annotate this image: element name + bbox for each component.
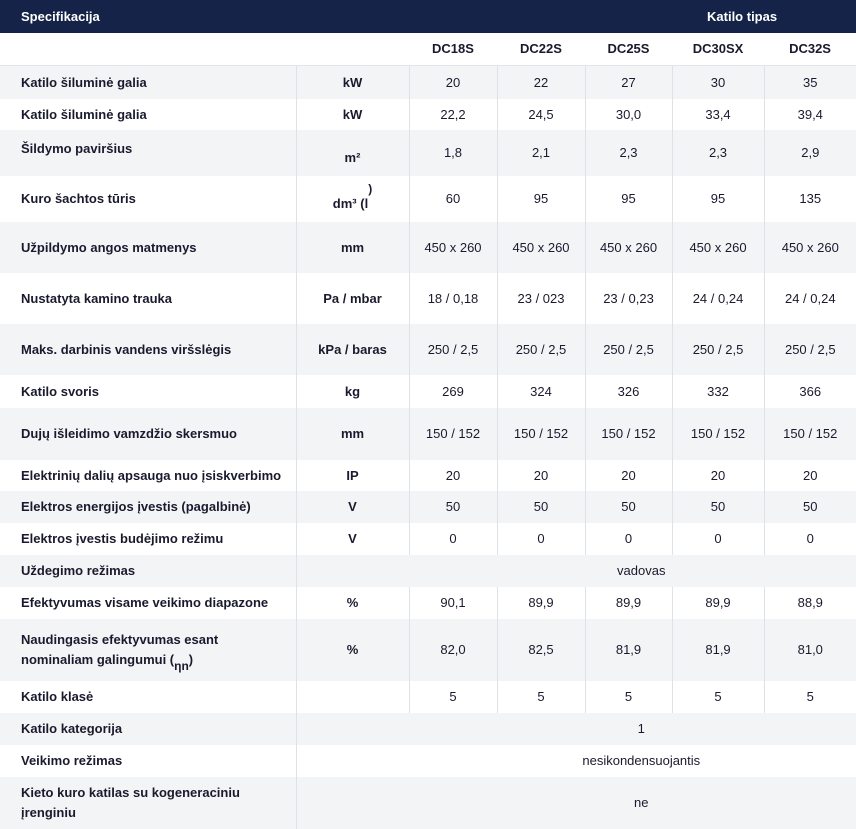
row-unit: kPa / baras xyxy=(296,324,409,375)
table-row xyxy=(0,681,856,713)
cell-value: 89,9 xyxy=(672,587,764,619)
header-empty-unit xyxy=(296,33,409,66)
cell-value: 150 / 152 xyxy=(409,408,497,460)
cell-value: 24,5 xyxy=(497,99,585,130)
row-unit: kg xyxy=(296,375,409,408)
cell-value: 326 xyxy=(585,375,672,408)
table-row xyxy=(0,555,856,587)
row-unit-text: m² xyxy=(344,150,361,165)
cell-span-text: 1 xyxy=(637,721,645,736)
header-empty-label xyxy=(0,33,296,66)
cell-value: 20 xyxy=(497,460,585,491)
table-row xyxy=(0,176,856,222)
spec-header: Specifikacija xyxy=(0,0,672,33)
cell-value: 5 xyxy=(672,681,764,713)
cell-value: 1,8 xyxy=(409,130,497,176)
table-row xyxy=(0,491,856,523)
cell-value: 150 / 152 xyxy=(672,408,764,460)
table-row xyxy=(0,375,856,408)
row-unit: kW xyxy=(296,66,409,100)
cell-value: 0 xyxy=(497,523,585,555)
cell-value: 20 xyxy=(409,460,497,491)
cell-value: 95 xyxy=(672,176,764,222)
cell-value: 22 xyxy=(497,66,585,100)
cell-value: 50 xyxy=(764,491,856,523)
cell-value: 35 xyxy=(764,66,856,100)
row-unit xyxy=(296,130,409,176)
cell-span-text: ne xyxy=(634,795,649,810)
cell-value: 23 / 0,23 xyxy=(585,273,672,324)
row-unit xyxy=(296,176,409,222)
table-row xyxy=(0,222,856,273)
cell-value: 30,0 xyxy=(585,99,672,130)
cell-value: 27 xyxy=(585,66,672,100)
cell-value: 150 / 152 xyxy=(497,408,585,460)
cell-value: 250 / 2,5 xyxy=(497,324,585,375)
cell-value: 24 / 0,24 xyxy=(764,273,856,324)
cell-value: 450 x 260 xyxy=(409,222,497,273)
row-label: Užpildymo angos matmenys xyxy=(0,222,296,273)
cell-value: 5 xyxy=(585,681,672,713)
cell-value: 50 xyxy=(585,491,672,523)
row-label: Kieto kuro katilas su kogeneraciniu įrenginiu xyxy=(0,777,296,829)
table-row xyxy=(0,745,856,777)
table-row xyxy=(0,587,856,619)
cell-value: 250 / 2,5 xyxy=(764,324,856,375)
row-label: Katilo šiluminė galia xyxy=(0,99,296,130)
row-unit: % xyxy=(296,587,409,619)
cell-value: 95 xyxy=(585,176,672,222)
cell-value: 89,9 xyxy=(497,587,585,619)
cell-value: 33,4 xyxy=(672,99,764,130)
row-label-text: Naudingasis efektyvumas esant nominaliam galingumui ( xyxy=(21,632,219,667)
cell-value: 88,9 xyxy=(764,587,856,619)
row-unit: IP xyxy=(296,460,409,491)
row-label: Uždegimo režimas xyxy=(0,555,296,587)
row-unit xyxy=(296,681,409,713)
row-label: Kuro šachtos tūris xyxy=(0,176,296,222)
row-unit-text: dm³ (l xyxy=(332,196,369,211)
cell-value: 2,1 xyxy=(497,130,585,176)
model-header: DC25S xyxy=(585,33,672,66)
table-row xyxy=(0,130,856,176)
model-header: DC18S xyxy=(409,33,497,66)
cell-value: 0 xyxy=(409,523,497,555)
model-header: DC30SX xyxy=(672,33,764,66)
row-unit: kW xyxy=(296,99,409,130)
cell-value: 20 xyxy=(409,66,497,100)
row-label: Katilo svoris xyxy=(0,375,296,408)
table-row xyxy=(0,619,856,681)
row-label: Katilo klasė xyxy=(0,681,296,713)
row-unit: Pa / mbar xyxy=(296,273,409,324)
cell-span-text: vadovas xyxy=(617,563,666,578)
table-row xyxy=(0,460,856,491)
table-row xyxy=(0,99,856,130)
cell-span-value xyxy=(296,555,856,587)
cell-value: 81,9 xyxy=(585,619,672,681)
cell-value: 50 xyxy=(409,491,497,523)
cell-value: 450 x 260 xyxy=(497,222,585,273)
cell-value: 5 xyxy=(497,681,585,713)
row-label: Elektros įvestis budėjimo režimu xyxy=(0,523,296,555)
row-label: Veikimo režimas xyxy=(0,745,296,777)
cell-value: 2,3 xyxy=(672,130,764,176)
row-label: Dujų išleidimo vamzdžio skersmuo xyxy=(0,408,296,460)
cell-value: 39,4 xyxy=(764,99,856,130)
cell-value: 0 xyxy=(585,523,672,555)
table-row xyxy=(0,66,856,100)
model-header: DC32S xyxy=(764,33,856,66)
cell-span-value xyxy=(296,745,856,777)
cell-value: 2,9 xyxy=(764,130,856,176)
table-row xyxy=(0,408,856,460)
table-row xyxy=(0,523,856,555)
cell-value: 89,9 xyxy=(585,587,672,619)
cell-value: 250 / 2,5 xyxy=(409,324,497,375)
cell-value: 0 xyxy=(764,523,856,555)
cell-value: 450 x 260 xyxy=(672,222,764,273)
cell-value: 60 xyxy=(409,176,497,222)
cell-value: 82,0 xyxy=(409,619,497,681)
row-unit: mm xyxy=(296,408,409,460)
cell-value: 269 xyxy=(409,375,497,408)
row-label xyxy=(0,130,296,176)
table-row xyxy=(0,713,856,745)
model-header-row xyxy=(0,33,856,66)
boiler-type-header: Katilo tipas xyxy=(672,0,856,33)
cell-value: 250 / 2,5 xyxy=(672,324,764,375)
cell-value: 324 xyxy=(497,375,585,408)
cell-value: 20 xyxy=(672,460,764,491)
model-header: DC22S xyxy=(497,33,585,66)
table-row xyxy=(0,324,856,375)
cell-value: 90,1 xyxy=(409,587,497,619)
cell-value: 135 xyxy=(764,176,856,222)
cell-value: 50 xyxy=(672,491,764,523)
cell-value: 81,0 xyxy=(764,619,856,681)
cell-value: 50 xyxy=(497,491,585,523)
row-label-end: ) xyxy=(188,652,194,667)
table-row xyxy=(0,777,856,829)
cell-value: 20 xyxy=(764,460,856,491)
cell-value: 2,3 xyxy=(585,130,672,176)
row-label-text: Šildymo paviršius xyxy=(21,141,133,156)
cell-span-text: nesikondensuojantis xyxy=(582,753,701,768)
row-unit: V xyxy=(296,491,409,523)
cell-value: 82,5 xyxy=(497,619,585,681)
cell-value: 23 / 023 xyxy=(497,273,585,324)
row-label: Katilo šiluminė galia xyxy=(0,66,296,100)
row-label: Nustatyta kamino trauka xyxy=(0,273,296,324)
cell-value: 332 xyxy=(672,375,764,408)
row-unit: mm xyxy=(296,222,409,273)
cell-value: 0 xyxy=(672,523,764,555)
cell-value: 150 / 152 xyxy=(764,408,856,460)
cell-value: 5 xyxy=(764,681,856,713)
row-label: Maks. darbinis vandens viršslėgis xyxy=(0,324,296,375)
row-unit-superscript: ) xyxy=(368,182,373,196)
cell-span-value xyxy=(296,713,856,745)
row-label: Efektyvumas visame veikimo diapazone xyxy=(0,587,296,619)
row-label: Elektrinių dalių apsauga nuo įsiskverbimo xyxy=(0,460,296,491)
cell-value: 366 xyxy=(764,375,856,408)
cell-value: 18 / 0,18 xyxy=(409,273,497,324)
row-label: Elektros energijos įvestis (pagalbinė) xyxy=(0,491,296,523)
cell-value: 5 xyxy=(409,681,497,713)
row-label: Katilo kategorija xyxy=(0,713,296,745)
cell-value: 24 / 0,24 xyxy=(672,273,764,324)
row-label xyxy=(0,619,296,681)
cell-value: 22,2 xyxy=(409,99,497,130)
cell-value: 95 xyxy=(497,176,585,222)
cell-span-value xyxy=(296,777,856,829)
cell-value: 20 xyxy=(585,460,672,491)
row-unit: % xyxy=(296,619,409,681)
cell-value: 150 / 152 xyxy=(585,408,672,460)
row-label-subscript: ηn xyxy=(174,659,189,673)
cell-value: 30 xyxy=(672,66,764,100)
row-unit: V xyxy=(296,523,409,555)
table-row xyxy=(0,273,856,324)
cell-value: 450 x 260 xyxy=(764,222,856,273)
cell-value: 450 x 260 xyxy=(585,222,672,273)
cell-value: 250 / 2,5 xyxy=(585,324,672,375)
table-header-bar xyxy=(0,0,856,33)
cell-value: 81,9 xyxy=(672,619,764,681)
